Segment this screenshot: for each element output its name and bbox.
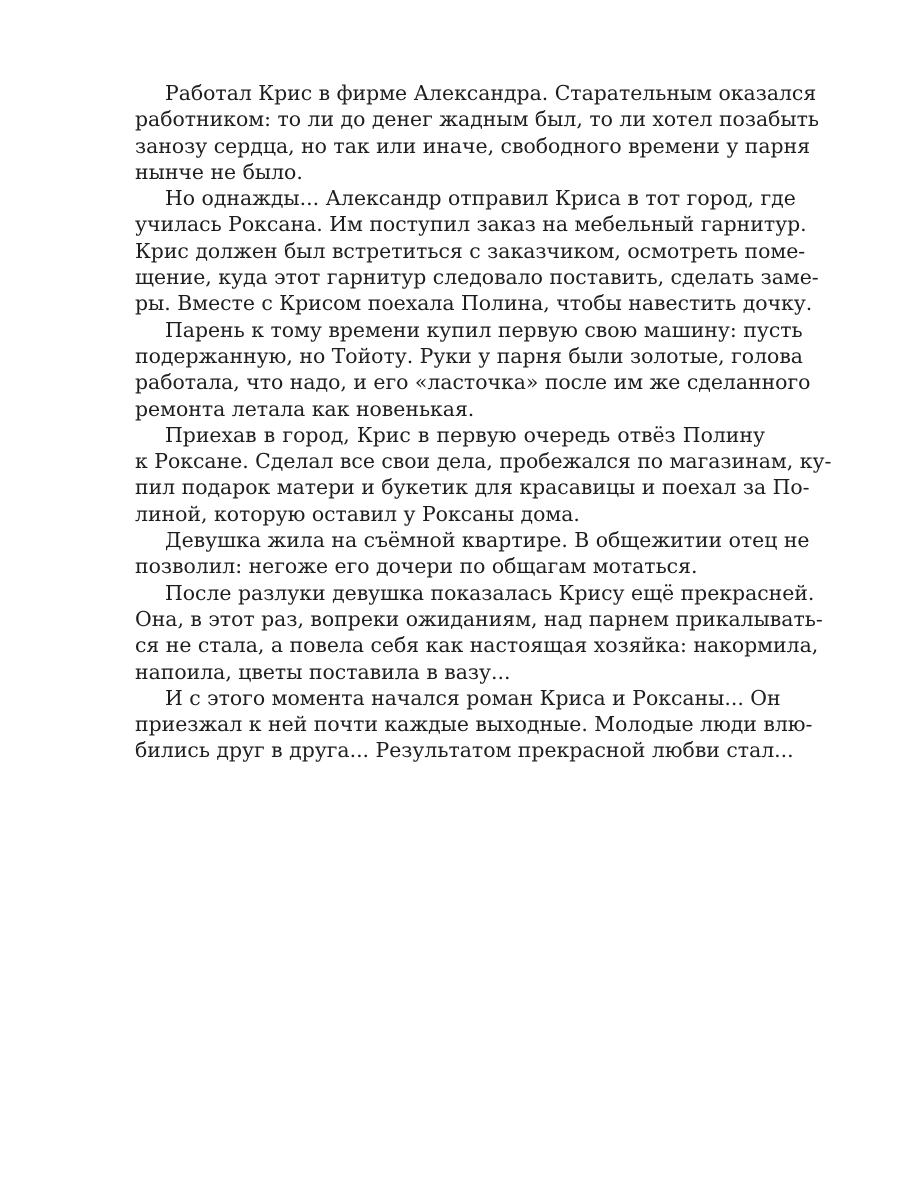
text-line: Девушка жила на съёмной квартире. В общежитии отец не <box>165 528 810 553</box>
text-line: Крис должен был встретиться с заказчиком, осмотреть поме- <box>135 238 806 263</box>
text-line: позволил: негоже его дочери по общагам мотаться. <box>135 554 698 579</box>
text-line: Она, в этот раз, вопреки ожиданиям, над парнем прикалывать- <box>135 606 823 631</box>
text-line: ся не стала, а повела себя как настоящая хозяйка: накормила, <box>135 633 819 658</box>
text-line: Парень к тому времени купил первую свою машину: пусть <box>165 317 803 342</box>
text-line: работником: то ли до денег жадным был, то ли хотел позабыть <box>135 107 819 132</box>
text-line: пил подарок матери и букетик для красавицы и поехал за По- <box>135 475 810 500</box>
text-line: напоила, цветы поставила в вазу... <box>135 659 511 684</box>
text-line: Приехав в город, Крис в первую очередь отвёз Полину <box>165 422 765 447</box>
text-line: к Роксане. Сделал все свои дела, пробежался по магазинам, ку- <box>135 449 832 474</box>
text-line: Работал Крис в фирме Александра. Старательным оказался <box>165 81 817 105</box>
text-line: линой, которую оставил у Роксаны дома. <box>135 501 580 526</box>
text-line: щение, куда этот гарнитур следовало поставить, сделать заме- <box>135 265 819 290</box>
text-line: Но однажды... Александр отправил Криса в тот город, где <box>165 186 796 211</box>
text-line: нынче не было. <box>135 159 303 184</box>
text-line: ремонта летала как новенькая. <box>135 396 475 421</box>
body-text <box>135 80 832 764</box>
text-line: работала, что надо, и его «ласточка» после им же сделанного <box>135 370 811 395</box>
text-line: бились друг в друга... Результатом прекрасной любви стал... <box>135 738 794 763</box>
text-line: приезжал к ней почти каждые выходные. Молодые люди влю- <box>135 712 813 737</box>
text-line: ры. Вместе с Крисом поехала Полина, чтобы навестить дочку. <box>135 291 813 316</box>
text-line: занозу сердца, но так или иначе, свободного времени у парня <box>135 133 811 158</box>
text-line: подержанную, но Тойоту. Руки у парня были золотые, голова <box>135 343 803 368</box>
text-line: И с этого момента начался роман Криса и Роксаны... Он <box>165 685 781 710</box>
text-line: училась Роксана. Им поступил заказ на мебельный гарнитур. <box>135 212 807 237</box>
text-line: После разлуки девушка показалась Крису ещё прекрасней. <box>165 580 815 605</box>
